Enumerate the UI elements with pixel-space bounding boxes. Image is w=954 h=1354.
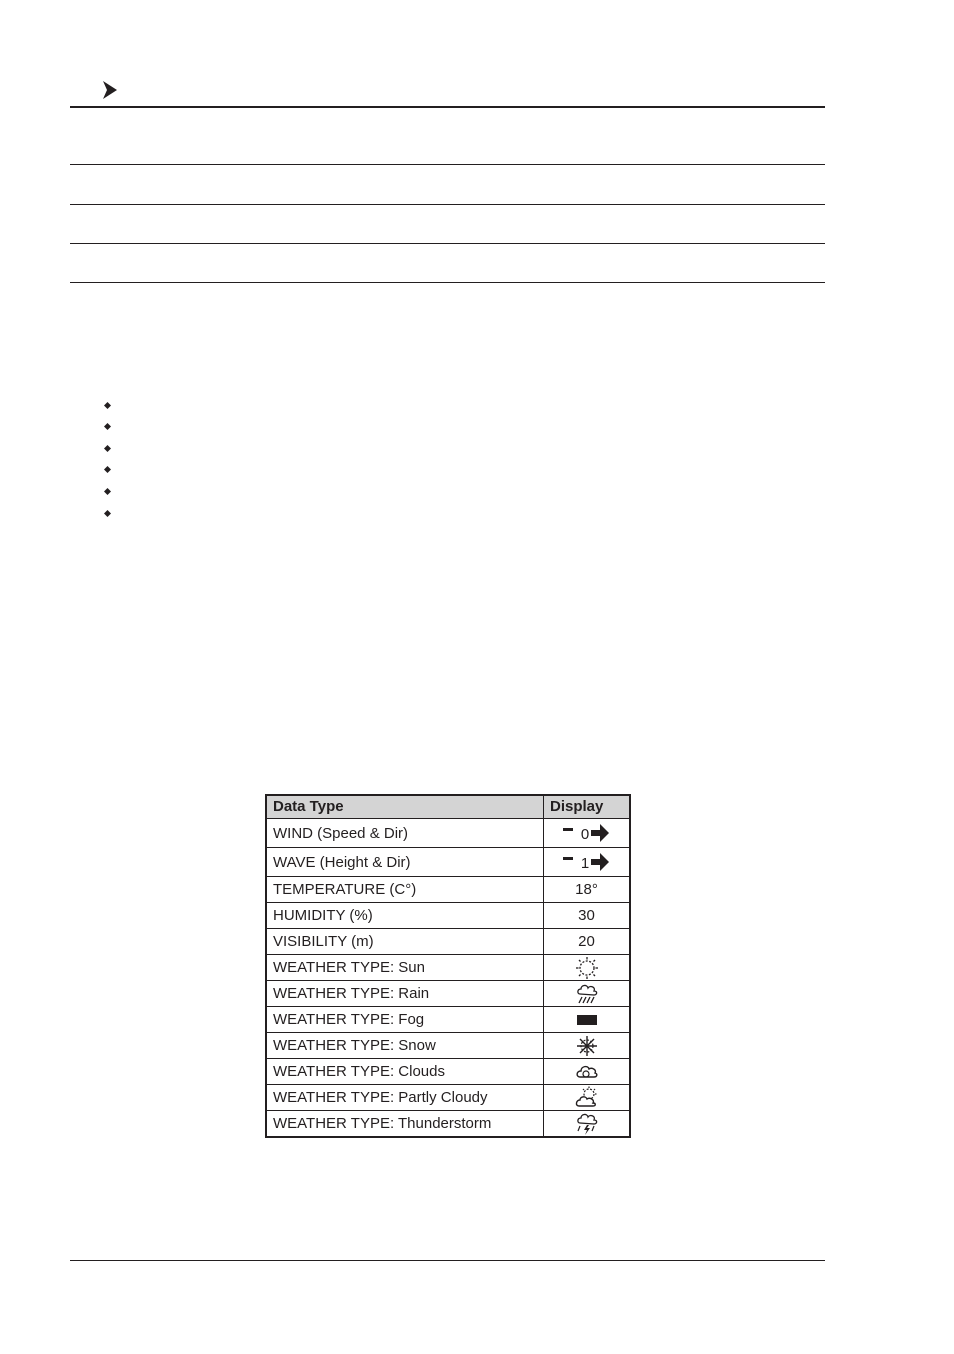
data-type-cell: HUMIDITY (%) (266, 903, 544, 929)
data-type-cell: WAVE (Height & Dir) (266, 848, 544, 877)
data-type-cell: VISIBILITY (m) (266, 929, 544, 955)
wave-direction-arrow-icon (590, 852, 610, 872)
wind-value: 0 (580, 826, 590, 843)
bullet-diamond-icon (104, 510, 111, 517)
arrow-right-icon (102, 80, 118, 100)
display-cell (544, 819, 631, 848)
data-type-cell: WEATHER TYPE: Snow (266, 1033, 544, 1059)
table-row (266, 955, 630, 981)
data-type-cell: WEATHER TYPE: Partly Cloudy (266, 1085, 544, 1111)
header-rule (70, 106, 825, 108)
temperature-value: 18° (544, 877, 631, 903)
minus-sign-icon (563, 828, 573, 831)
snow-icon (575, 1034, 599, 1058)
table-row (266, 819, 630, 848)
wind-direction-arrow-icon (590, 823, 610, 843)
sun-icon (575, 956, 599, 980)
table-row (266, 1033, 630, 1059)
thunderstorm-icon (575, 1112, 599, 1136)
table-row (266, 929, 630, 955)
bullet-diamond-icon (104, 423, 111, 430)
visibility-value: 20 (544, 929, 631, 955)
bullet-diamond-icon (104, 402, 111, 409)
data-type-cell: WEATHER TYPE: Sun (266, 955, 544, 981)
divider-rule (70, 282, 825, 283)
minus-sign-icon (563, 857, 573, 860)
display-cell (544, 1007, 631, 1033)
table-row (266, 1059, 630, 1085)
divider-rule (70, 204, 825, 205)
partly-cloudy-icon (575, 1086, 599, 1110)
data-type-table (265, 794, 631, 1138)
data-type-cell: WIND (Speed & Dir) (266, 819, 544, 848)
table-header-row (266, 795, 630, 819)
display-cell (544, 1033, 631, 1059)
display-cell (544, 955, 631, 981)
rain-icon (575, 982, 599, 1006)
data-type-cell: WEATHER TYPE: Fog (266, 1007, 544, 1033)
table-row (266, 1007, 630, 1033)
fog-icon (575, 1008, 599, 1032)
table-row (266, 1085, 630, 1111)
table-row (266, 981, 630, 1007)
column-header-display: Display (544, 795, 631, 819)
display-cell (544, 981, 631, 1007)
display-cell (544, 1085, 631, 1111)
bullet-diamond-icon (104, 488, 111, 495)
table-row (266, 848, 630, 877)
divider-rule (70, 243, 825, 244)
display-cell (544, 1111, 631, 1138)
humidity-value: 30 (544, 903, 631, 929)
clouds-icon (575, 1060, 599, 1084)
data-type-cell: WEATHER TYPE: Rain (266, 981, 544, 1007)
table-row (266, 1111, 630, 1138)
bullet-diamond-icon (104, 466, 111, 473)
display-cell (544, 1059, 631, 1085)
column-header-data-type: Data Type (266, 795, 544, 819)
data-type-cell: WEATHER TYPE: Clouds (266, 1059, 544, 1085)
data-type-cell: WEATHER TYPE: Thunderstorm (266, 1111, 544, 1138)
footer-rule (70, 1260, 825, 1261)
wave-value: 1 (580, 855, 590, 872)
divider-rule (70, 164, 825, 165)
display-cell (544, 848, 631, 877)
table-row (266, 877, 630, 903)
data-type-cell: TEMPERATURE (C°) (266, 877, 544, 903)
bullet-diamond-icon (104, 445, 111, 452)
table-row (266, 903, 630, 929)
